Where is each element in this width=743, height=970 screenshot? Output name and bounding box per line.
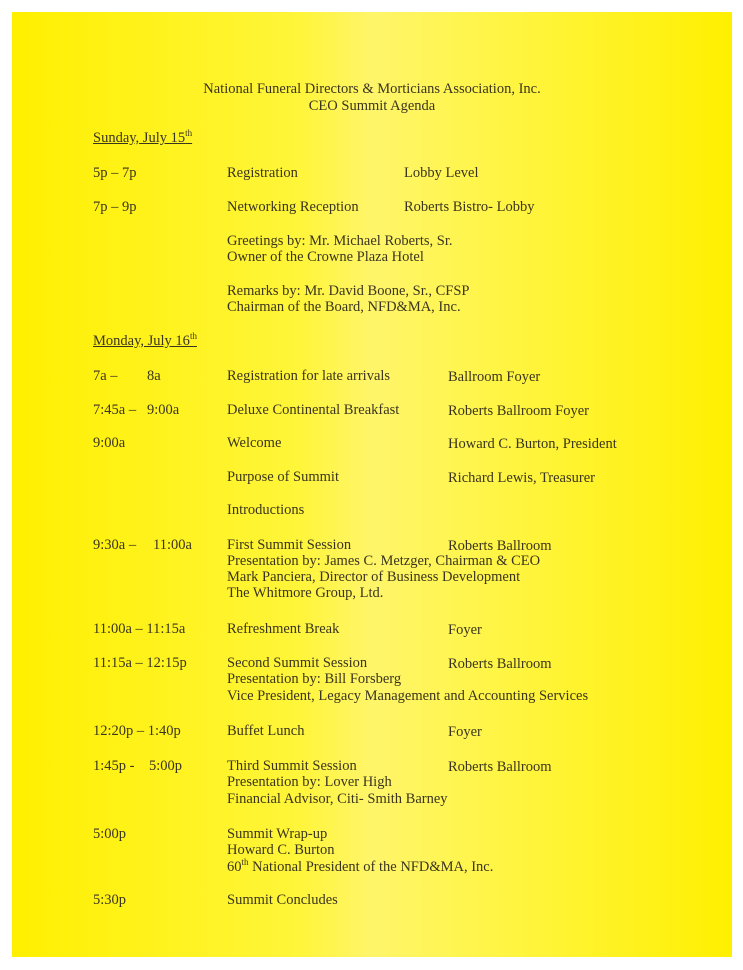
event: First Summit Session (227, 537, 352, 553)
time: 12:20p – 1:40p (93, 723, 181, 739)
event: Second Summit Session (227, 655, 368, 671)
ordinal-text: National President of the NFD&MA, Inc. (248, 859, 494, 875)
presenter-line: Presentation by: Lover High (227, 774, 392, 790)
presenter-title (227, 859, 493, 876)
location: Roberts Ballroom (448, 759, 552, 775)
time-end: 8a (147, 368, 161, 384)
speaker: Howard C. Burton, President (448, 436, 617, 452)
agenda-page (12, 12, 732, 957)
time: 7p – 9p (93, 199, 137, 215)
event: Networking Reception (227, 199, 359, 215)
agenda-title: CEO Summit Agenda (308, 98, 436, 114)
presenter-line: The Whitmore Group, Ltd. (227, 585, 384, 601)
event: Registration for late arrivals (227, 368, 391, 384)
time: 5:00p (93, 826, 127, 842)
time-start: 9:30a – (93, 537, 137, 553)
location: Roberts Ballroom Foyer (448, 403, 589, 419)
presenter-line: Vice President, Legacy Management and Accounting Services (227, 688, 589, 704)
time: 11:00a – 11:15a (93, 621, 186, 637)
greetings-line: Greetings by: Mr. Michael Roberts, Sr. (227, 233, 453, 249)
time-start: 7:45a – (93, 402, 137, 418)
location: Lobby Level (404, 165, 479, 181)
presenter-line: Presentation by: James C. Metzger, Chairman & CEO (227, 553, 541, 569)
location: Roberts Ballroom (448, 656, 552, 672)
event: Refreshment Break (227, 621, 340, 637)
presenter-line: Howard C. Burton (227, 842, 335, 858)
remarks-line: Chairman of the Board, NFD&MA, Inc. (227, 299, 461, 315)
remarks-line: Remarks by: Mr. David Boone, Sr., CFSP (227, 283, 470, 299)
day-heading-monday (93, 333, 197, 350)
event: Third Summit Session (227, 758, 357, 774)
event: Registration (227, 165, 298, 181)
ordinal-suffix: th (241, 857, 249, 867)
time-end: 11:00a (153, 537, 192, 553)
time: 5:30p (93, 892, 127, 908)
event: Introductions (227, 502, 305, 518)
time: 9:00a (93, 435, 126, 451)
presenter-line: Financial Advisor, Citi- Smith Barney (227, 791, 448, 807)
time-end: 9:00a (147, 402, 180, 418)
location: Roberts Ballroom (448, 538, 552, 554)
event: Summit Wrap-up (227, 826, 328, 842)
day-suffix: th (185, 128, 193, 138)
greetings-line: Owner of the Crowne Plaza Hotel (227, 249, 424, 265)
ordinal-number: 60 (227, 859, 242, 875)
day-label: Monday, July 16 (93, 333, 190, 349)
location: Foyer (448, 724, 482, 740)
event: Deluxe Continental Breakfast (227, 402, 400, 418)
event: Welcome (227, 435, 282, 451)
speaker: Richard Lewis, Treasurer (448, 470, 595, 486)
time: 5p – 7p (93, 165, 137, 181)
time-end: 5:00p (149, 758, 183, 774)
day-suffix: th (189, 331, 197, 341)
event: Purpose of Summit (227, 469, 339, 485)
location: Foyer (448, 622, 482, 638)
event: Buffet Lunch (227, 723, 305, 739)
location: Roberts Bistro- Lobby (404, 199, 535, 215)
location: Ballroom Foyer (448, 369, 541, 385)
day-heading-sunday (93, 130, 192, 147)
event: Summit Concludes (227, 892, 338, 908)
day-label: Sunday, July 15 (93, 130, 186, 146)
presenter-line: Mark Panciera, Director of Business Development (227, 569, 521, 585)
org-title: National Funeral Directors & Morticians Association, Inc. (203, 81, 541, 97)
presenter-line: Presentation by: Bill Forsberg (227, 671, 402, 687)
time-start: 7a – (93, 368, 118, 384)
time-start: 1:45p - (93, 758, 135, 774)
time: 11:15a – 12:15p (93, 655, 187, 671)
